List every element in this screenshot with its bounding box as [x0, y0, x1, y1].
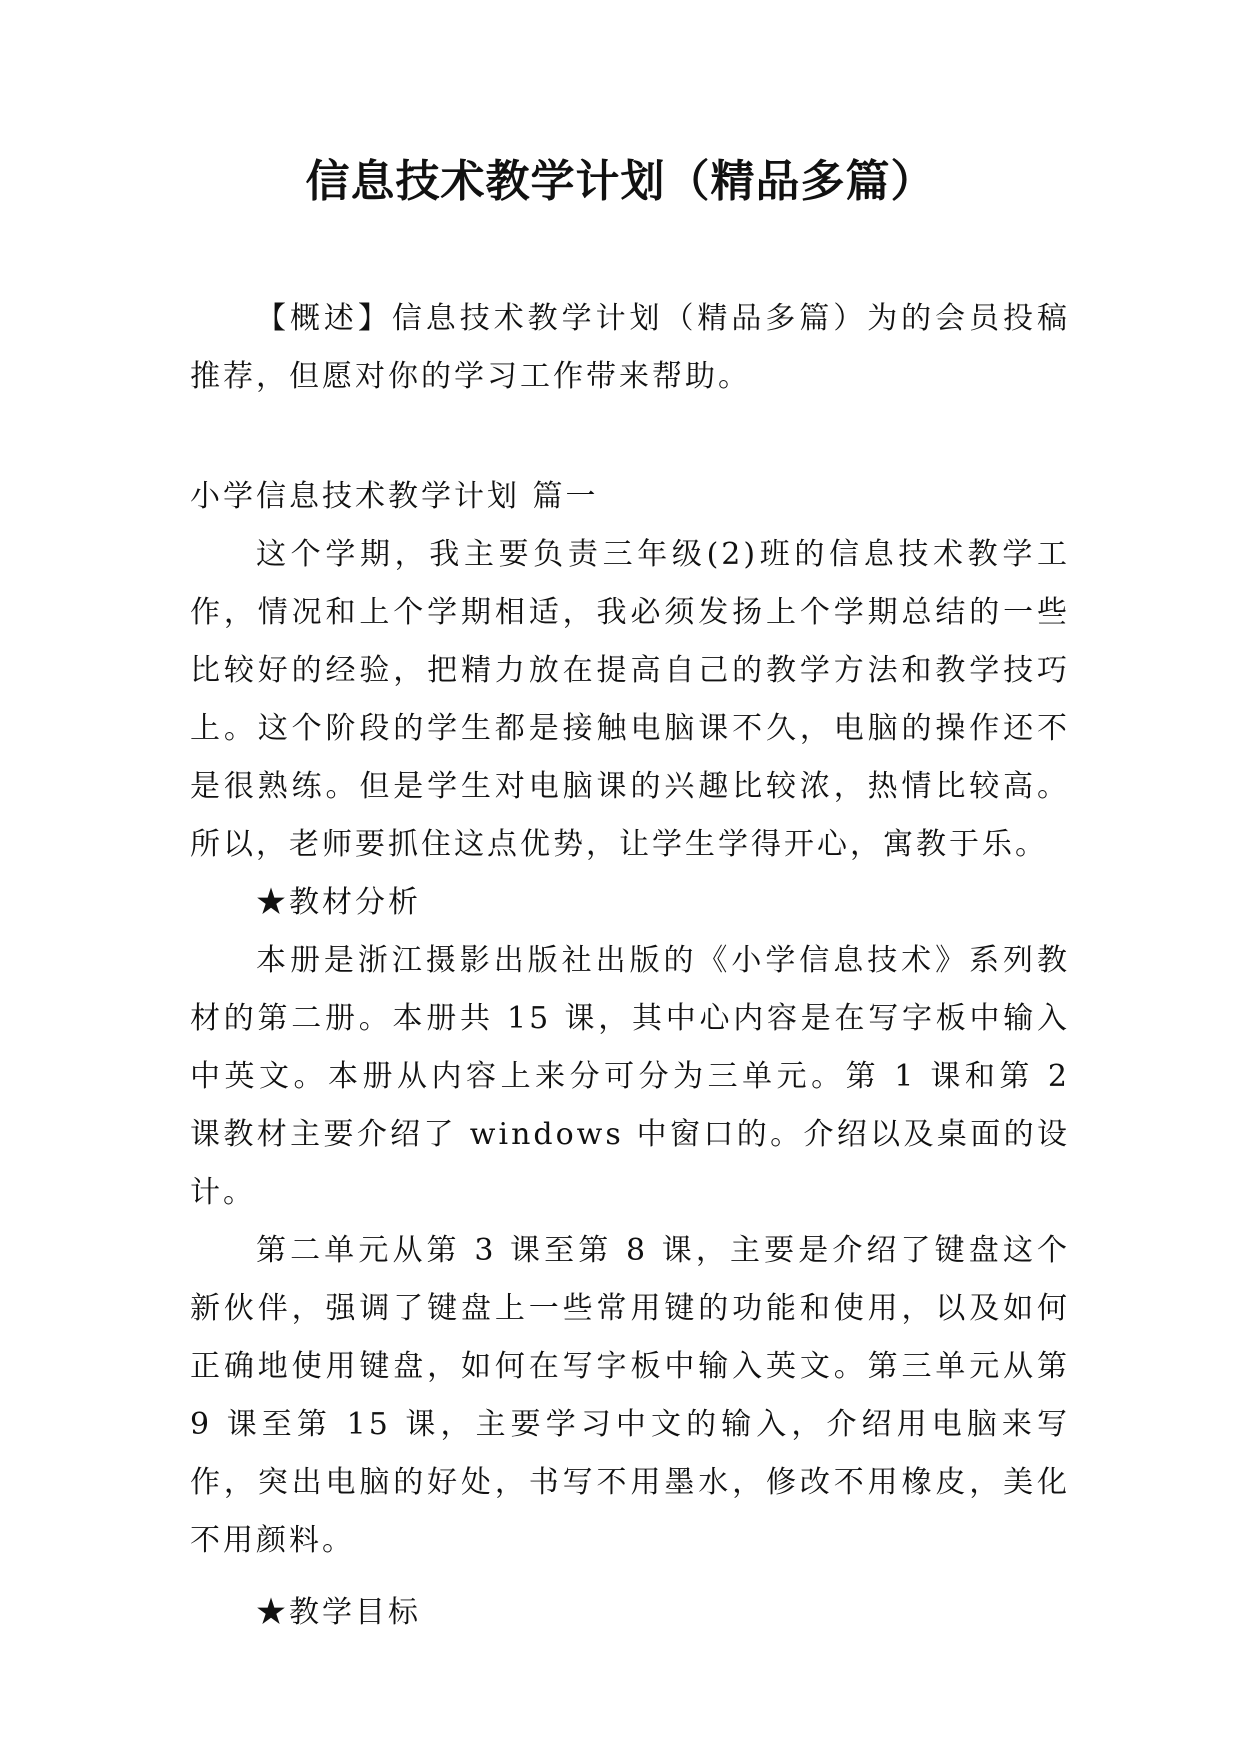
analysis-paragraph-2: 第二单元从第 3 课至第 8 课，主要是介绍了键盘这个新伙伴，强调了键盘上一些常用键的功能和使用，以及如何正确地使用键盘，如何在写字板中输入英文。第三单元从第 9 课至第 15 课，主要学习中文的输入，介绍用电脑来写作，突出电脑的好处，书写不用墨水，修改不用橡皮，美化不用颜料。 — [190, 1233, 1070, 1558]
document-title: 信息技术教学计划（精品多篇） — [305, 156, 936, 207]
summary-paragraph: 【概述】信息技术教学计划（精品多篇）为的会员投稿推荐，但愿对你的学习工作带来帮助。 — [190, 301, 1070, 394]
intro-paragraph: 这个学期，我主要负责三年级(2)班的信息技术教学工作，情况和上个学期相适，我必须发扬上个学期总结的一些比较好的经验，把精力放在提高自己的教学方法和教学技巧上。这个阶段的学生都是接触电脑课不久，电脑的操作还不是很熟练。但是学生对电脑课的兴趣比较浓，热情比较高。所以，老师要抓住这点优势，让学生学得开心，寓教于乐。 — [190, 537, 1070, 862]
section-heading: 小学信息技术教学计划 篇一 — [190, 479, 599, 514]
subheading-teaching-goals: ★教学目标 — [256, 1595, 421, 1630]
document-body — [190, 290, 1070, 1642]
subheading-textbook-analysis: ★教材分析 — [256, 885, 421, 920]
analysis-paragraph-1: 本册是浙江摄影出版社出版的《小学信息技术》系列教材的第二册。本册共 15 课，其中心内容是在写字板中输入中英文。本册从内容上来分可分为三单元。第 1 课和第 2 课教材主要介绍了 windows 中窗口的。介绍以及桌面的设计。 — [190, 943, 1070, 1210]
